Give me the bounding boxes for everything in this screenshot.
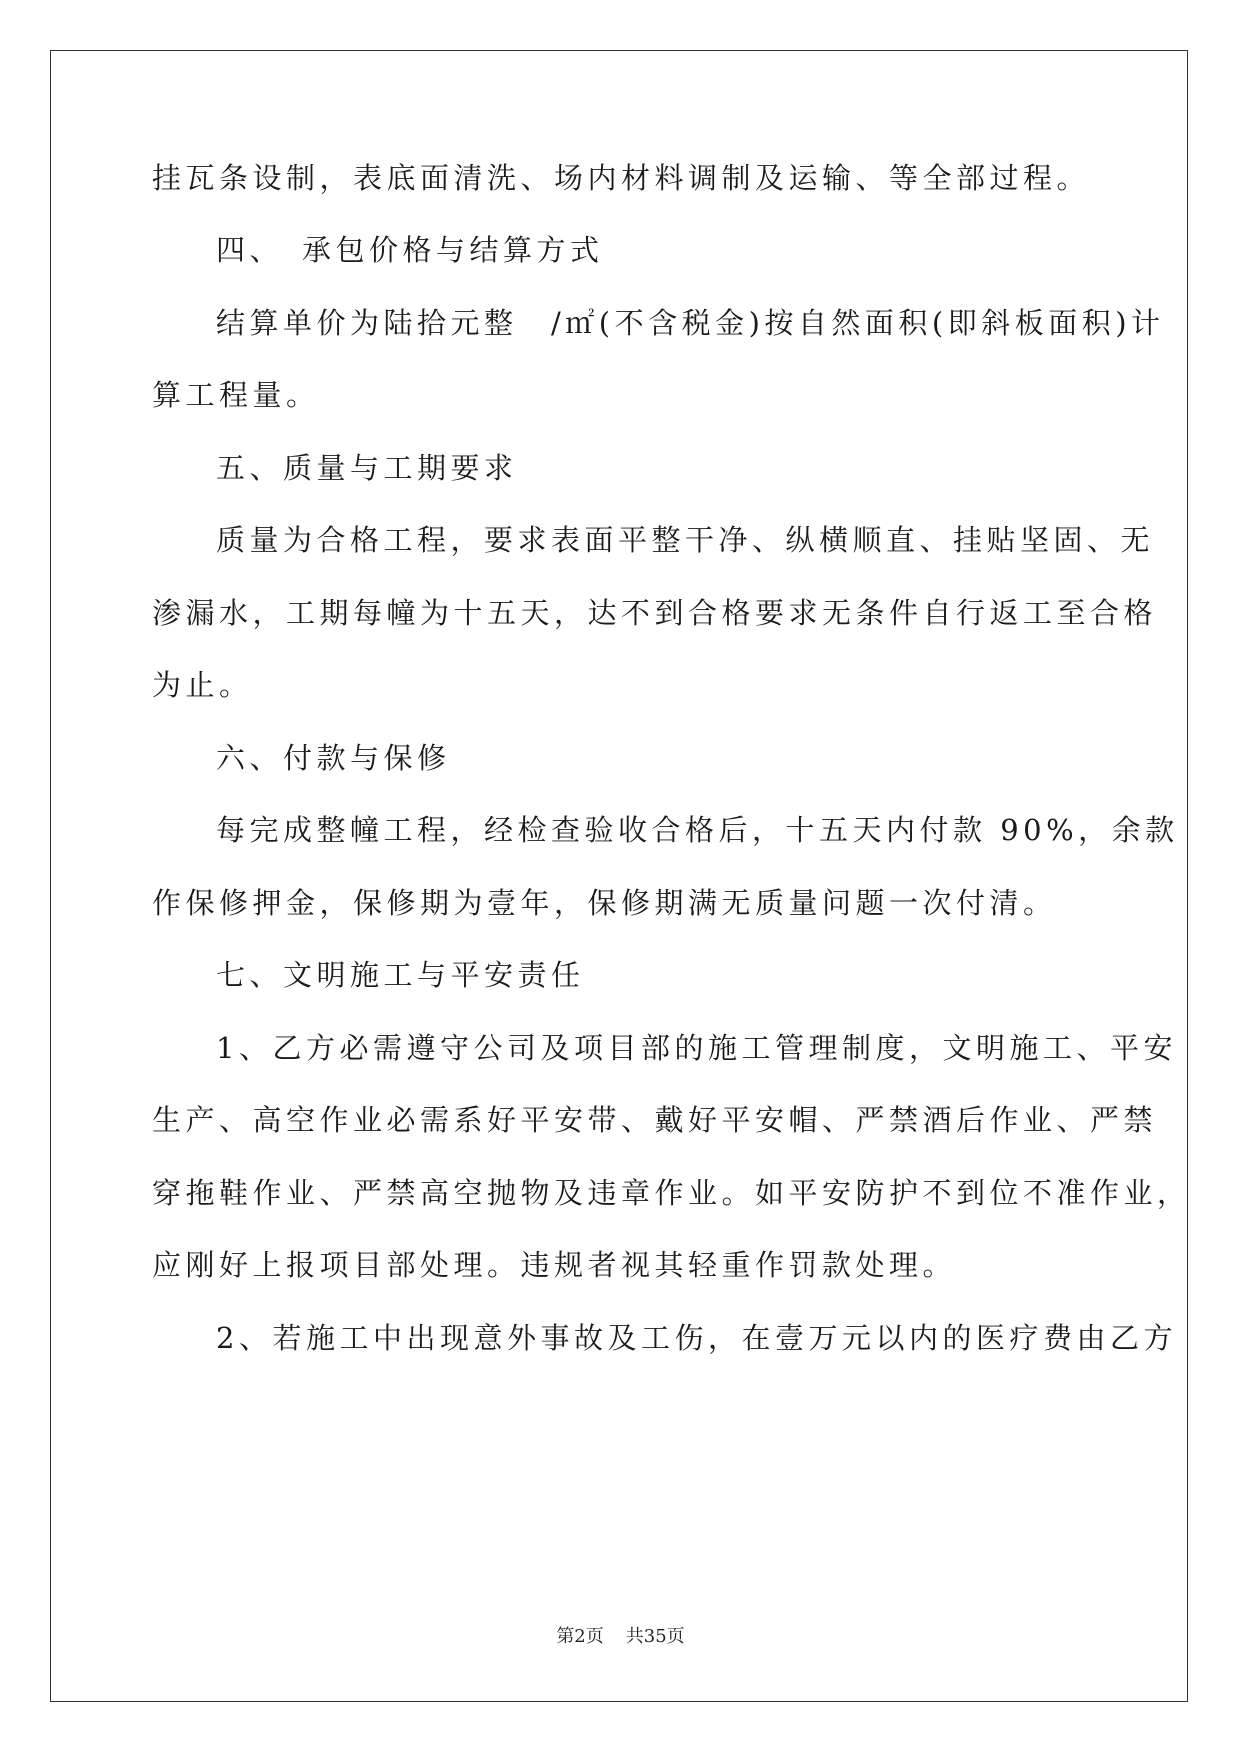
text-line: 2、若施工中出现意外事故及工伤，在壹万元以内的医疗费由乙方 bbox=[216, 1321, 1177, 1355]
page-border bbox=[50, 50, 1188, 1702]
text-line: 质量为合格工程，要求表面平整干净、纵横顺直、挂贴坚固、无 bbox=[216, 523, 1155, 557]
text-line: 为止。 bbox=[152, 668, 253, 702]
section-heading-7: 七、文明施工与平安责任 bbox=[216, 958, 585, 992]
text-line: 穿拖鞋作业、严禁高空抛物及违章作业。如平安防护不到位不准作业， bbox=[152, 1176, 1191, 1210]
section-heading-5: 五、质量与工期要求 bbox=[216, 451, 518, 485]
text-line: 1、乙方必需遵守公司及项目部的施工管理制度，文明施工、平安 bbox=[216, 1031, 1177, 1065]
page-total: 共35页 bbox=[625, 1626, 685, 1647]
text-line: 算工程量。 bbox=[152, 378, 320, 412]
text-line: 每完成整幢工程，经检查验收合格后，十五天内付款 90%，余款 bbox=[216, 813, 1179, 847]
text-line: 结算单价为陆拾元整 /㎡(不含税金)按自然面积(即斜板面积)计 bbox=[216, 306, 1165, 340]
text-line: 渗漏水，工期每幢为十五天，达不到合格要求无条件自行返工至合格 bbox=[152, 596, 1158, 630]
text-line: 生产、高空作业必需系好平安带、戴好平安帽、严禁酒后作业、严禁 bbox=[152, 1103, 1158, 1137]
section-heading-4: 四、 承包价格与结算方式 bbox=[216, 233, 604, 267]
text-line: 作保修押金，保修期为壹年，保修期满无质量问题一次付清。 bbox=[152, 886, 1057, 920]
text-line: 应刚好上报项目部处理。违规者视其轻重作罚款处理。 bbox=[152, 1248, 957, 1282]
page-footer bbox=[0, 1622, 1241, 1648]
section-heading-6: 六、付款与保修 bbox=[216, 741, 451, 775]
text-line: 挂瓦条设制，表底面清洗、场内材料调制及运输、等全部过程。 bbox=[152, 161, 1091, 195]
page-number: 第2页 bbox=[556, 1626, 604, 1647]
